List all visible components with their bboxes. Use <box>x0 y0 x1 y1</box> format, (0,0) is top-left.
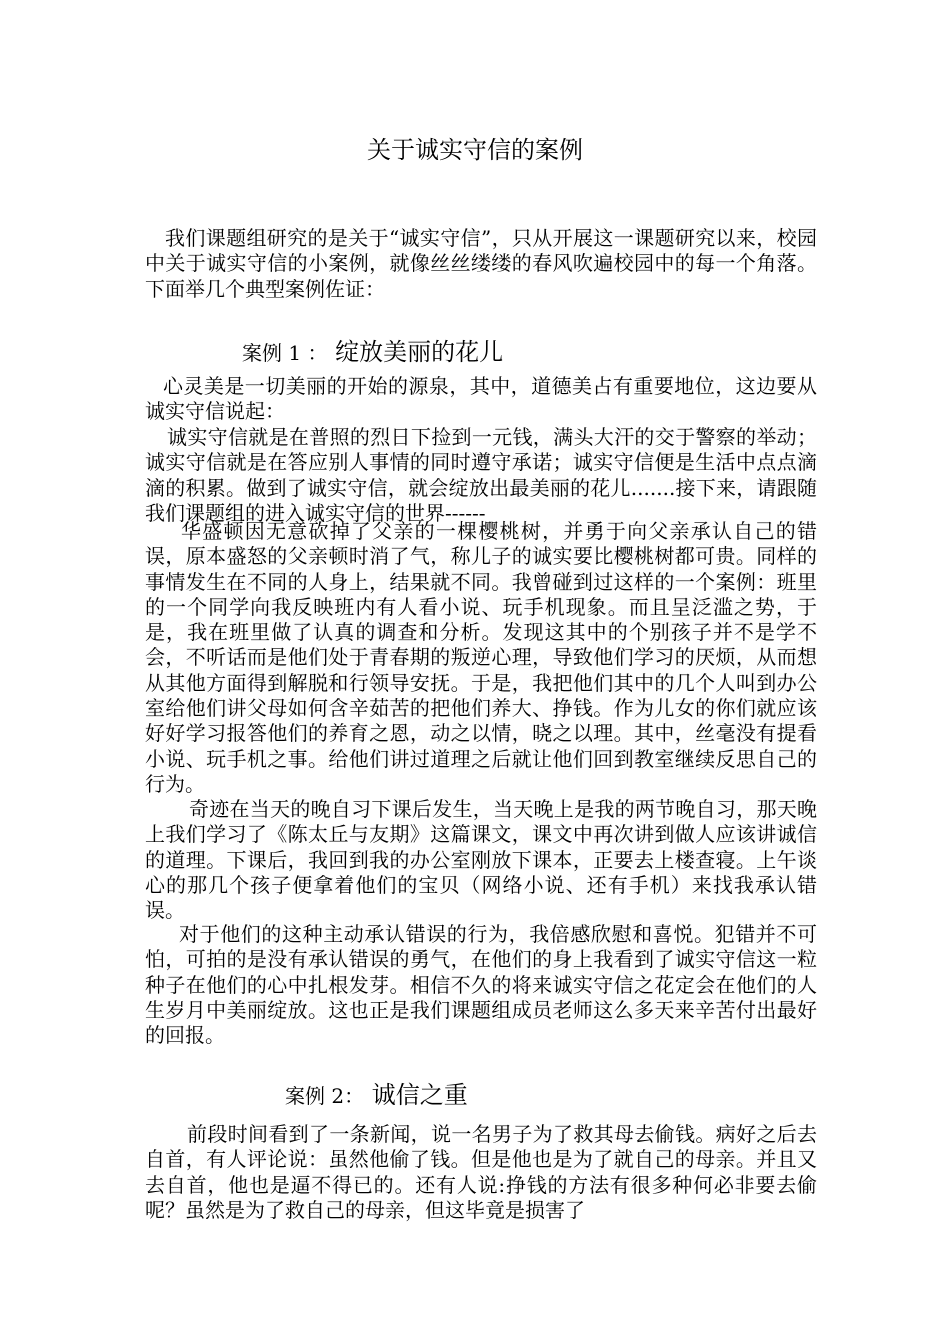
case1-paragraph-3: 华盛顿因无意砍掉了父亲的一棵樱桃树，并勇于向父亲承认自己的错误，原本盛怒的父亲顿时消了气，称儿子的诚实要比樱桃树都可贵。同样的事情发生在不同的人身上，结果就不同。我曾碰到过这样的一个案例：班里的一个同学向我反映班内有人看小说、玩手机现象。而且呈泛滥之势，于是，我在班里做了认真的调查和分析。发现这其中的个别孩子并不是学不会，不听话而是他们处于青春期的叛逆心理，导致他们学习的厌烦，从而想从其他方面得到解脱和行领导安抚。于是，我把他们其中的几个人叫到办公室给他们讲父母如何含辛茹苦的把他们养大、挣钱。作为儿女的你们就应该好好学习报答他们的养育之恩，动之以情，晓之以理。其中，丝毫没有提看小说、玩手机之事。给他们讲过道理之后就让他们回到教室继续反思自己的行为。 <box>145 519 817 796</box>
case2-title: 诚信之重 <box>371 1081 468 1109</box>
case2-label: 案例 2： <box>285 1084 365 1108</box>
case1-paragraph-1: 心灵美是一切美丽的开始的源泉，其中，道德美占有重要地位，这边要从诚实守信说起： <box>145 374 817 424</box>
case1-paragraph-2: 诚实守信就是在普照的烈日下捡到一元钱，满头大汗的交于警察的举动；诚实守信就是在答应别人事情的同时遵守承诺；诚实守信便是生活中点点滴滴的积累。做到了诚实守信，就会绽放出最美丽的花儿.......接下来，请跟随我们课题组的进入诚实守信的世界------ <box>145 425 817 525</box>
case1-label: 案例 1 ： <box>242 341 328 365</box>
case1-heading <box>242 336 503 369</box>
document-title: 关于诚实守信的案例 <box>367 136 583 164</box>
case1-title: 绽放美丽的花儿 <box>335 338 504 366</box>
case2-paragraph-1: 前段时间看到了一条新闻，说一名男子为了救其母去偷钱。病好之后去自首，有人评论说：虽然他偷了钱。但是他也是为了就自己的母亲。并且又去自首，他也是逼不得已的。还有人说:挣钱的方法有很多种何必非要去偷呢？虽然是为了救自己的母亲，但这毕竟是损害了 <box>145 1122 817 1222</box>
intro-paragraph: 我们课题组研究的是关于“诚实守信”，只从开展这一课题研究以来，校园中关于诚实守信的小案例，就像丝丝缕缕的春风吹遍校园中的每一个角落。下面举几个典型案例佐证： <box>145 226 817 301</box>
case1-paragraph-5: 对于他们的这种主动承认错误的行为，我倍感欣慰和喜悦。犯错并不可怕，可拍的是没有承认错误的勇气，在他们的身上我看到了诚实守信这一粒种子在他们的心中扎根发芽。相信不久的将来诚实守信之花定会在他们的人生岁月中美丽绽放。这也正是我们课题组成员老师这么多天来辛苦付出最好的回报。 <box>145 922 817 1048</box>
case1-paragraph-4: 奇迹在当天的晚自习下课后发生，当天晚上是我的两节晚自习，那天晚上我们学习了《陈太丘与友期》这篇课文，课文中再次讲到做人应该讲诚信的道理。下课后，我回到我的办公室刚放下课本，正要去上楼查寝。上午谈心的那几个孩子便拿着他们的宝贝（网络小说、还有手机）来找我承认错误。 <box>145 797 817 923</box>
case2-heading <box>285 1079 468 1112</box>
